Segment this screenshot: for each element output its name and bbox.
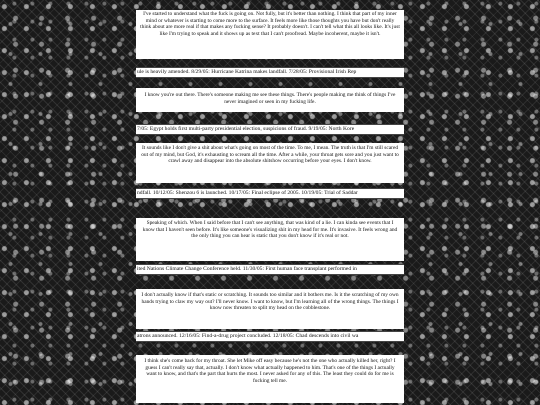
ticker-text: 7/05: Egypt holds first multi-party presidential election, suspicions of fraud. 9/19/05: North Kore	[137, 126, 355, 132]
text-block: It sounds like I don't give a shit about what's going on most of the time. To me, I mean. The truth is that I'm still scared out of my mind, but God, it's exhausting to scream all the time. After a while, your throat gets sore and you just want to crawl away and disappear into the absolute shitshow occurring before your eyes. I don't know.	[136, 143, 404, 183]
text-block: I think she's come back for my throat. She let Mike off easy because he's not the one who actually killed her, right? I guess I can't really say that, actually. I don't know what actually happened to him. That's one of the things I actually want to know, and that's the part that hurts the most. I never asked for any of this. The least they could do for me is fucking tell me.	[136, 355, 404, 403]
text-block: I don't actually know if that's static or scratching. It sounds too similar and it bothers me. Is it the scratching of my own hands trying to claw my way out? I'll never know. I want to know, but I'm learning all of the wrong things. The things I know now threaten to split my head on the cobblestone.	[136, 289, 404, 329]
text-block: I know you're out there. There's someone making me see these things. There's people making me think of things I've never imagined or seen in my fucking life.	[136, 88, 404, 112]
text-block: Speaking of which. When I said before that I can't see anything, that was kind of a lie. I can kinda see events that I know that I haven't seen before. It's like someone's visualizing shit in my head for me. It's invasive. It feels wrong and the only thing you can hear is static that you don't know if it's real or not.	[136, 218, 404, 261]
news-ticker	[136, 67, 404, 78]
ticker-text: ndfall. 10/12/05: Shenzou 6 is launched. 10/17/05: Final eclipse of 2005. 10/19/05: Trial of Saddar	[137, 190, 358, 196]
news-ticker	[136, 264, 404, 275]
ticker-text: ited Nations Climate Change Conference held. 11/30/05: First human face transplant performed in	[137, 266, 357, 272]
text-block: I've started to understand what the fuck is going on. Not fully, but it's better than nothing. I think that part of my inner mind or whatever is starting to come more to the surface. It feels more like those thoughts you have but don't really think about are more real if that makes any fucking sense? It probably doesn't. I can't tell what this all looks like. It's just like I'm trying to speak and it shows up as text that I can't proofread. Maybe incoherent, maybe it isn't.	[136, 10, 404, 59]
content-column	[136, 0, 404, 405]
news-ticker	[136, 124, 404, 135]
ticker-text: atrons announced. 12/16/05: Find-a-drug project concluded. 12/18/05: Chad descends into civil wa	[137, 333, 359, 339]
news-ticker	[136, 331, 404, 342]
ticker-text: ule is heavily amended. 8/29/05: Hurricane Katrina makes landfall. 7/28/05: Provisional Irish Rep	[137, 69, 357, 75]
news-ticker	[136, 188, 404, 199]
